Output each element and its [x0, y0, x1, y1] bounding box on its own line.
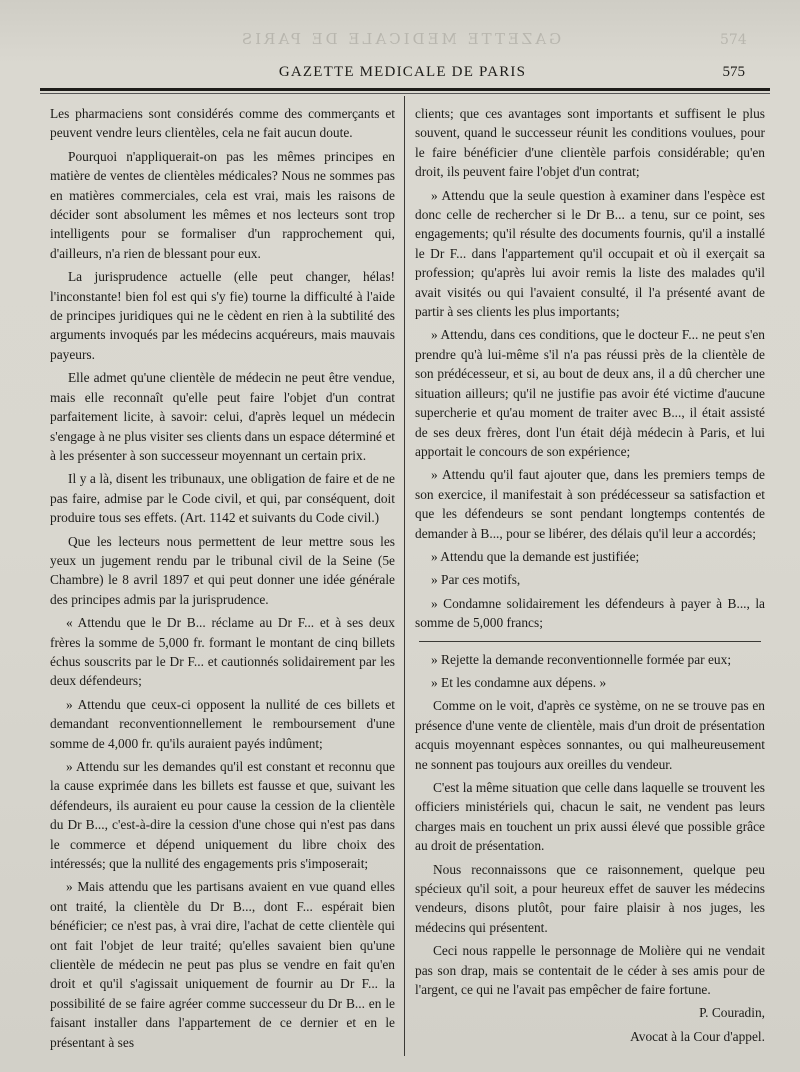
- paragraph: Comme on le voit, d'après ce système, on ne se trouve pas en présence d'une vente de clientèle, mais d'un droit de présentation acquis moyennant espèces sonnantes, ou qui malheureusement ne sonnent pas toujours aux oreilles du vendeur.: [415, 698, 765, 772]
- paragraph: C'est la même situation que celle dans laquelle se trouvent les officiers ministériels qui, chacun le sait, ne vendent pas leurs charges mais en touchent un prix aussi élevé que possible grâce au droit de présentation.: [415, 780, 765, 854]
- judgment-paragraph: » Attendu que ceux-ci opposent la nullité de ces billets et demandant reconventionnellement le remboursement d'une somme de 4,000 fr. qu'ils auraient payés indûment;: [50, 696, 395, 751]
- judgment-paragraph: » Attendu qu'il faut ajouter que, dans les premiers temps de son exercice, il manifestait à son prédécesseur sa satisfaction et que les défendeurs se sont pendant longtemps contentés de demander à B..., pour se libérer, des délais qu'il leur a accordés;: [415, 467, 765, 541]
- judgment-paragraph: » Rejette la demande reconventionnelle formée par eux;: [431, 651, 732, 667]
- paragraph: Elle admet qu'une clientèle de médecin ne peut être vendue, mais elle reconnaît qu'elle peut faire l'objet d'un contrat parfaitement licite, à savoir: celui, d'après lequel un médecin s'engage à ne plus visiter ses clients dans un espace déterminé et à les présenter à son successeur moyennant un certain prix.: [50, 370, 395, 463]
- paragraph: Les pharmaciens sont considérés comme des commerçants et peuvent vendre leurs clientèles, cela ne fait aucun doute.: [50, 106, 395, 141]
- judgment-paragraph: » Attendu que la demande est justifiée;: [431, 548, 640, 564]
- journal-title: GAZETTE MEDICALE DE PARIS: [278, 64, 527, 80]
- column-divider: [404, 96, 405, 1056]
- page-header: [40, 64, 765, 86]
- page-number: 575: [722, 64, 745, 80]
- bleed-through-page-number: 574: [720, 32, 747, 48]
- author-signature: P. Couradin,: [699, 1005, 765, 1021]
- judgment-paragraph: » Condamne solidairement les défendeurs à payer à B..., la somme de 5,000 francs;: [415, 595, 765, 631]
- paragraph: Nous reconnaissons que ce raisonnement, quelque peu spécieux qu'il soit, a pour heureux effet de sauver les médecins vendeurs, disons plutôt, pour faire plaisir à nos juges, les médecins qui présentent.: [415, 861, 765, 935]
- judgment-paragraph: « Attendu que le Dr B... réclame au Dr F... et à ses deux frères la somme de 5,000 fr. formant le montant de cinq billets échus souscrits par le Dr F... et cautionnés solidairement par les deux défendeurs;: [50, 615, 395, 689]
- judgment-paragraph: » Attendu que la seule question à examiner dans l'espèce est donc celle de rechercher si le Dr B... a tenu, sur ce point, ses engagements; qu'il résulte des documents fournis, qu'il a installé le Dr F... dans l'appartement qu'il occupait et où il exerçait sa profession; qu'après lui avoir remis la liste des malades qu'il avait visités ou qui l'avaient consulté, il l'a présenté avant de partir à ses clients les plus importants;: [415, 187, 765, 320]
- paragraph: La jurisprudence actuelle (elle peut changer, hélas! l'inconstante! bien fol est qui s'y fie) tourne la difficulté à l'aide de principes juridiques qui ne le cèdent en rien à la subtilité des arguments invoqués par les médecins acquéreurs, mais mauvais payeurs.: [50, 269, 395, 362]
- section-rule: [419, 641, 761, 642]
- left-column: [50, 104, 395, 1056]
- header-rule-thin: [40, 93, 770, 94]
- paragraph: Pourquoi n'appliquerait-on pas les mêmes principes en matière de ventes de clientèles médicales? Nous ne sommes pas en matières commerciales, cela est vrai, mais les raisons de décider sont absolument les mêmes et nos lecteurs sont trop intelligents pour se formaliser d'un rapprochement qui, d'ailleurs, n'a rien de blessant pour eux.: [50, 148, 395, 261]
- judgment-paragraph: » Mais attendu que les partisans avaient en vue quand elles ont traité, la clientèle du Dr B..., dont F... espérait bien bénéficier; ce n'est pas, à vrai dire, l'achat de cette clientèle qui ont fait l'objet de leur traité; qu'elles savaient bien qu'une clientèle de médecin ne peut pas plus se vendre en fait qu'en droit et qu'il s'agissait uniquement de fournir au Dr F... la possibilité de se faire agréer comme successeur du Dr B... en le faisant installer dans l'appartement de ce dernier et en le présentant à ses: [50, 879, 395, 1050]
- right-column: [415, 104, 765, 1050]
- header-rule: [40, 88, 770, 91]
- paragraph: Ceci nous rappelle le personnage de Molière qui ne vendait pas son drap, mais se contentait de le céder à ses amis pour de l'argent, ce qui ne l'avait pas empêcher de faire fortune.: [415, 943, 765, 998]
- judgment-paragraph: » Par ces motifs,: [431, 572, 521, 588]
- judgment-paragraph: » Attendu sur les demandes qu'il est constant et reconnu que la cause exprimée dans les billets est fausse et que, suivant les défendeurs, ils auraient eu pour cause la cession de la clientèle du Dr B..., c'est-à-dire la cession d'une chose qui n'est pas dans le commerce et dépend uniquement du libre choix des intéressés; que la nullité des engagements pris s'imposerait;: [50, 759, 395, 872]
- bleed-through-header: GAZETTE MEDICALE DE PARIS: [238, 30, 562, 48]
- judgment-paragraph: » Attendu, dans ces conditions, que le docteur F... ne peut s'en prendre qu'à lui-même s'il n'a pas réussi près de la clientèle de son prédécesseur, et si, au bout de deux ans, il a dû chercher une situation ailleurs; qu'il ne justifie pas avoir été victime d'aucune supercherie et qu'au moment de traiter avec B..., il était assisté de ses deux frères, dont l'un était déjà médecin à Paris, et lui apportait le concours de son expérience;: [415, 327, 765, 459]
- judgment-paragraph: » Et les condamne aux dépens. »: [431, 674, 607, 690]
- judgment-paragraph: clients; que ces avantages sont importants et suffisent le plus souvent, quand le successeur réunit les conditions voulues, pour le faire bénéficier d'une clientèle parfois considérable; qu'en droit, ils peuvent faire l'objet d'un contrat;: [415, 106, 765, 180]
- author-title: Avocat à la Cour d'appel.: [630, 1028, 765, 1044]
- paragraph: Il y a là, disent les tribunaux, une obligation de faire et de ne pas faire, admise par le Code civil, et qui, par conséquent, doit produire tous ses effets. (Art. 1142 et suivants du Code civil.): [50, 471, 395, 526]
- paragraph: Que les lecteurs nous permettent de leur mettre sous les yeux un jugement rendu par le tribunal civil de la Seine (5e Chambre) le 8 avril 1897 et qui peut donner une idée générale des principes admis par la jurisprudence.: [50, 533, 395, 607]
